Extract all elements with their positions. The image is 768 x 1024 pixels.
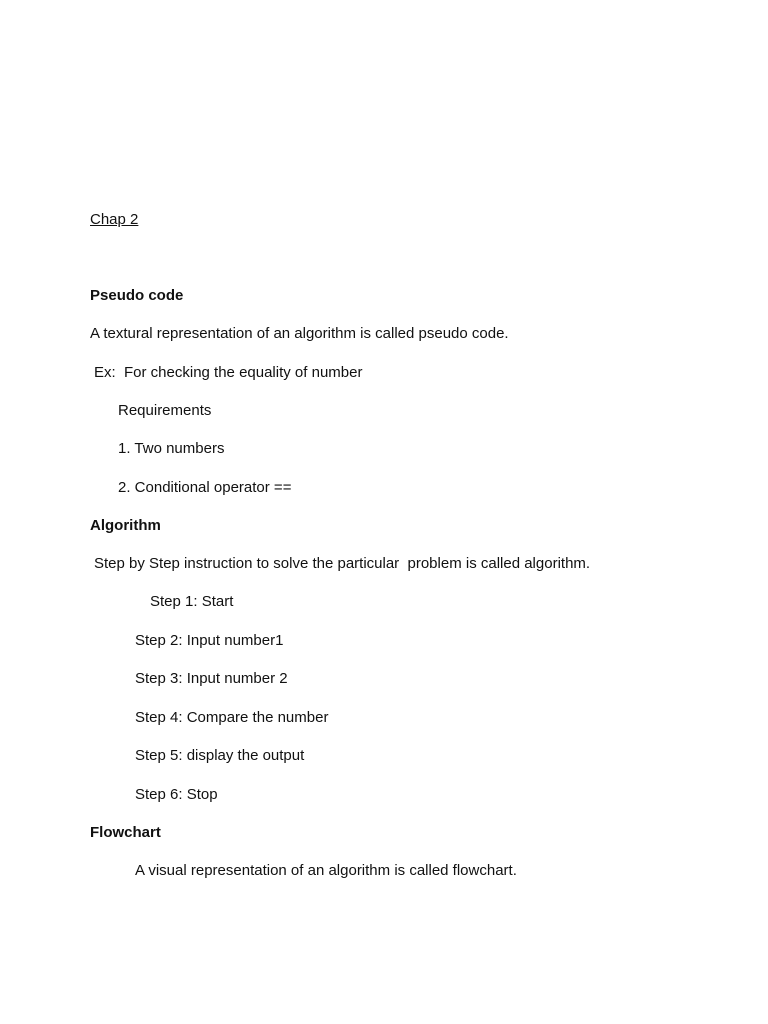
- algorithm-step: Step 6: Stop: [135, 786, 218, 803]
- algorithm-step: Step 2: Input number1: [135, 632, 284, 649]
- algorithm-step: Step 3: Input number 2: [135, 670, 288, 687]
- flowchart-definition: A visual representation of an algorithm is called flowchart.: [135, 862, 517, 879]
- algorithm-step: Step 5: display the output: [135, 747, 305, 764]
- pseudo-code-definition: A textural representation of an algorithm is called pseudo code.: [90, 325, 509, 342]
- requirement-item: 1. Two numbers: [118, 440, 225, 457]
- requirements-label: Requirements: [118, 402, 212, 419]
- pseudo-code-example: Ex: For checking the equality of number: [94, 364, 363, 381]
- flowchart-heading: Flowchart: [90, 824, 161, 841]
- algorithm-step: Step 4: Compare the number: [135, 709, 329, 726]
- requirement-item: 2. Conditional operator ==: [118, 479, 292, 496]
- chapter-title: Chap 2: [90, 211, 139, 228]
- pseudo-code-heading: Pseudo code: [90, 287, 184, 304]
- algorithm-heading: Algorithm: [90, 517, 161, 534]
- algorithm-definition: Step by Step instruction to solve the particular problem is called algorithm.: [94, 555, 591, 572]
- algorithm-step: Step 1: Start: [150, 593, 234, 610]
